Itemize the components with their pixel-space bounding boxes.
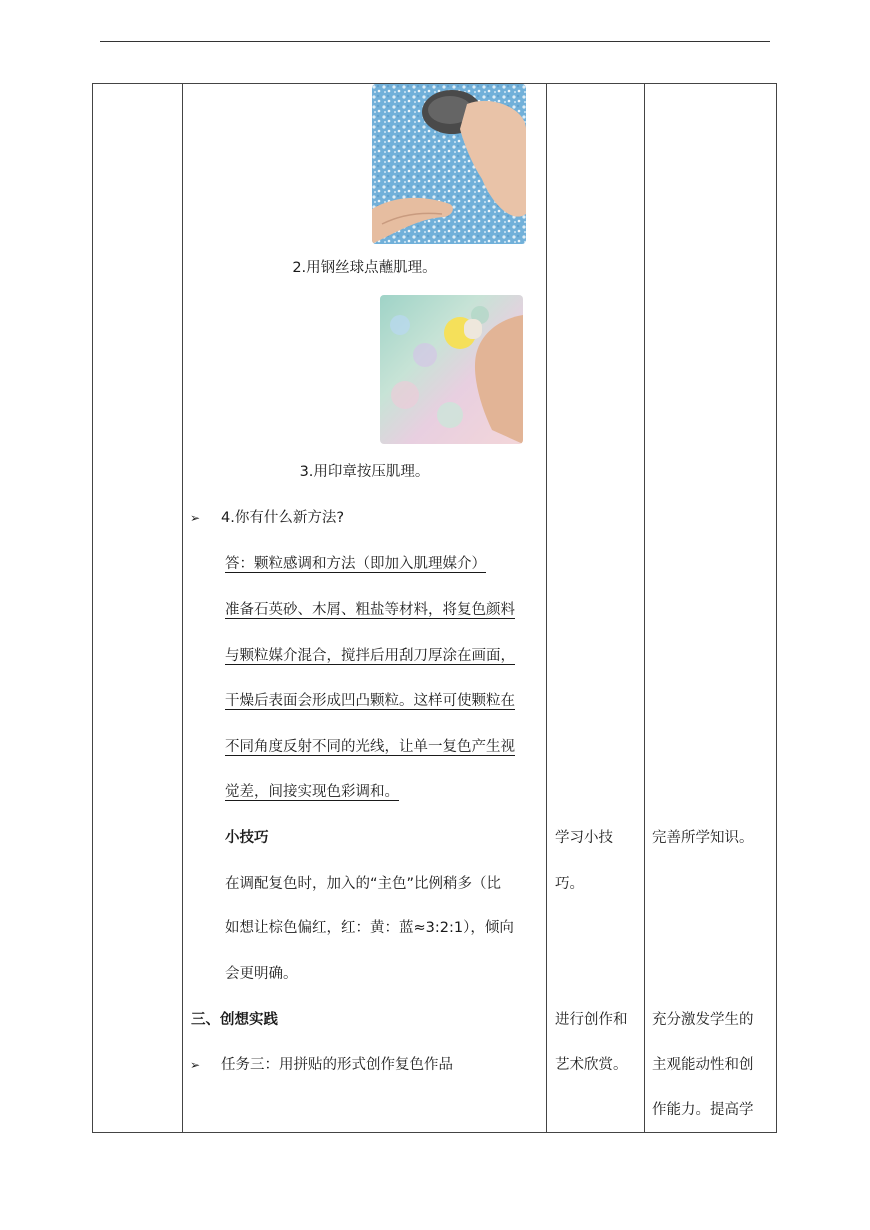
answer-line: 觉差，间接实现色彩调和。 xyxy=(225,784,399,800)
tips-student-activity: 学习小技 xyxy=(555,830,613,846)
section3-student-activity: 艺术欣赏。 xyxy=(555,1057,628,1073)
tips-student-activity: 巧。 xyxy=(555,876,584,892)
section3-design-intent: 充分激发学生的 xyxy=(652,1012,754,1028)
design-intent-cell xyxy=(645,84,777,1133)
teaching-content-cell xyxy=(183,84,547,1133)
lesson-plan-table xyxy=(92,83,777,1133)
tips-line: 在调配复色时，加入的“主色”比例稍多（比 xyxy=(225,876,502,892)
tips-line: 会更明确。 xyxy=(225,966,298,982)
bullet-arrow-icon: ➢ xyxy=(190,511,201,525)
bullet-arrow-icon: ➢ xyxy=(190,1058,201,1072)
photo-caption-steel-wool: 2.用钢丝球点蘸肌理。 xyxy=(292,260,437,276)
task-3-text: 任务三：用拼贴的形式创作复色作品 xyxy=(221,1057,453,1073)
answer-line: 干燥后表面会形成凹凸颗粒。这样可使颗粒在 xyxy=(225,693,515,709)
answer-line: 准备石英砂、木屑、粗盐等材料，将复色颜料 xyxy=(225,602,515,618)
section3-student-activity: 进行创作和 xyxy=(555,1012,628,1028)
stage-column-cell xyxy=(93,84,183,1133)
question-4-title: 4.你有什么新方法? xyxy=(221,510,345,526)
student-activity-cell xyxy=(547,84,645,1133)
answer-line: 答：颗粒感调和方法（即加入肌理媒介） xyxy=(225,556,486,572)
answer-line: 与颗粒媒介混合，搅拌后用刮刀厚涂在画面， xyxy=(225,648,515,664)
photo-caption-stamp: 3.用印章按压肌理。 xyxy=(299,464,430,480)
section3-design-intent: 作能力。提高学 xyxy=(652,1102,754,1118)
header-rule xyxy=(100,41,770,42)
section3-design-intent: 主观能动性和创 xyxy=(652,1057,754,1073)
tips-title: 小技巧 xyxy=(225,830,269,846)
tips-line: 如想让棕色偏红，红：黄：蓝≈3:2:1），倾向 xyxy=(225,920,514,936)
section-3-title: 三、创想实践 xyxy=(191,1012,278,1028)
answer-line: 不同角度反射不同的光线，让单一复色产生视 xyxy=(225,739,515,755)
steel-wool-dabbing-photo xyxy=(372,84,526,244)
tips-design-intent: 完善所学知识。 xyxy=(652,830,754,846)
stamp-pressing-photo xyxy=(380,295,523,444)
